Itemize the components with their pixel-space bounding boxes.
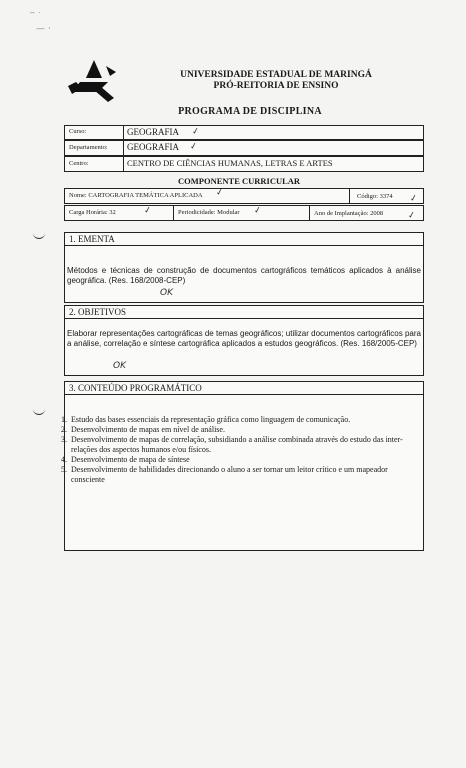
objetivos-text: Elaborar representações cartográficas de temas geográficos; utilizar documentos cartográficos para a análise, correlação e síntese cartográfica aplicados a estudos geográficos. (Res. 168/2005-CEP) [67,329,421,348]
conteudo-item-text: Desenvolvimento de mapa de síntese [71,455,190,464]
conteudo-item [61,435,421,455]
punch-hole-mark [33,232,45,239]
conteudo-item-text: Desenvolvimento de mapas em nível de análise. [71,425,225,434]
ementa-heading: 1. EMENTA [64,232,424,246]
departamento-label: Departamento: [69,144,108,151]
ok-annotation: OK [160,288,173,298]
check-mark: ✓ [143,205,153,217]
conteudo-heading: 3. CONTEÚDO PROGRAMÁTICO [64,381,424,395]
conteudo-item [61,455,421,465]
departamento-row [64,140,424,156]
ementa-box [64,246,424,303]
document-title: PROGRAMA DE DISCIPLINA [178,106,322,117]
conteudo-item [61,415,421,425]
nome-label: Nome: CARTOGRAFIA TEMÁTICA APLICADA [69,192,203,199]
componente-heading: COMPONENTE CURRICULAR [178,176,301,186]
curso-row [64,125,424,140]
scan-mark: ‾ ˙ [30,12,42,22]
codigo-label: Código: 3374 [357,193,393,200]
carga-label: Carga Horária: 32 [69,209,116,216]
cell-divider [123,126,124,139]
conteudo-item-number: 4. [61,455,67,464]
check-mark: ✓ [253,205,263,217]
conteudo-item-text: Estudo das bases essenciais da representação gráfica como linguagem de comunicação. [71,415,351,424]
conteudo-list [61,415,421,485]
conteudo-item-number: 5. [61,465,67,474]
cell-divider [173,206,174,220]
check-mark: ✓ [189,141,199,153]
university-logo [64,58,122,104]
carga-row [64,205,424,221]
conteudo-item [61,425,421,435]
punch-hole-mark [33,408,45,415]
check-mark: ✓ [215,187,225,199]
ok-annotation: OK [113,361,126,371]
conteudo-box [61,395,424,551]
periodicidade-label: Periodicidade: Modular [178,209,240,216]
scan-mark: — · [36,24,51,34]
cell-divider [349,189,350,203]
objetivos-heading: 2. OBJETIVOS [64,305,424,319]
cell-divider [123,157,124,171]
conteudo-item-number: 2. [61,425,67,434]
conteudo-item [61,465,421,485]
conteudo-item-number: 1. [61,415,67,424]
curso-value: GEOGRAFIA [127,127,180,137]
check-mark: ✓ [409,193,419,205]
check-mark: ✓ [407,210,417,222]
centro-label: Centro: [69,160,89,167]
centro-row [64,156,424,172]
cell-divider [309,206,310,220]
conteudo-item-number: 3. [61,435,67,444]
check-mark: ✓ [191,126,201,138]
conteudo-item-text: Desenvolvimento de habilidades direcionando o aluno a ser tornar um leitor crítico e um mapeador consciente [71,465,388,484]
ano-label: Ano de Implantação: 2008 [314,210,384,217]
university-name-block [176,70,376,92]
departamento-value: GEOGRAFIA [127,142,180,152]
dean-office: PRÓ-REITORIA DE ENSINO [213,81,339,91]
university-name: UNIVERSIDADE ESTADUAL DE MARINGÁ [180,70,372,80]
centro-value: CENTRO DE CIÊNCIAS HUMANAS, LETRAS E ARTES [127,158,333,168]
nome-row [64,188,424,204]
curso-label: Curso: [69,128,87,135]
ementa-text: Métodos e técnicas de construção de documentos cartográficos temáticos aplicados à análise geográfica. (Res. 168/2008-CEP) [67,266,421,285]
conteudo-item-text: Desenvolvimento de mapas de correlação, subsidiando a análise combinada através do estudo das inter-relações dos aspectos humanos e/ou físicos. [71,435,403,454]
cell-divider [123,141,124,155]
